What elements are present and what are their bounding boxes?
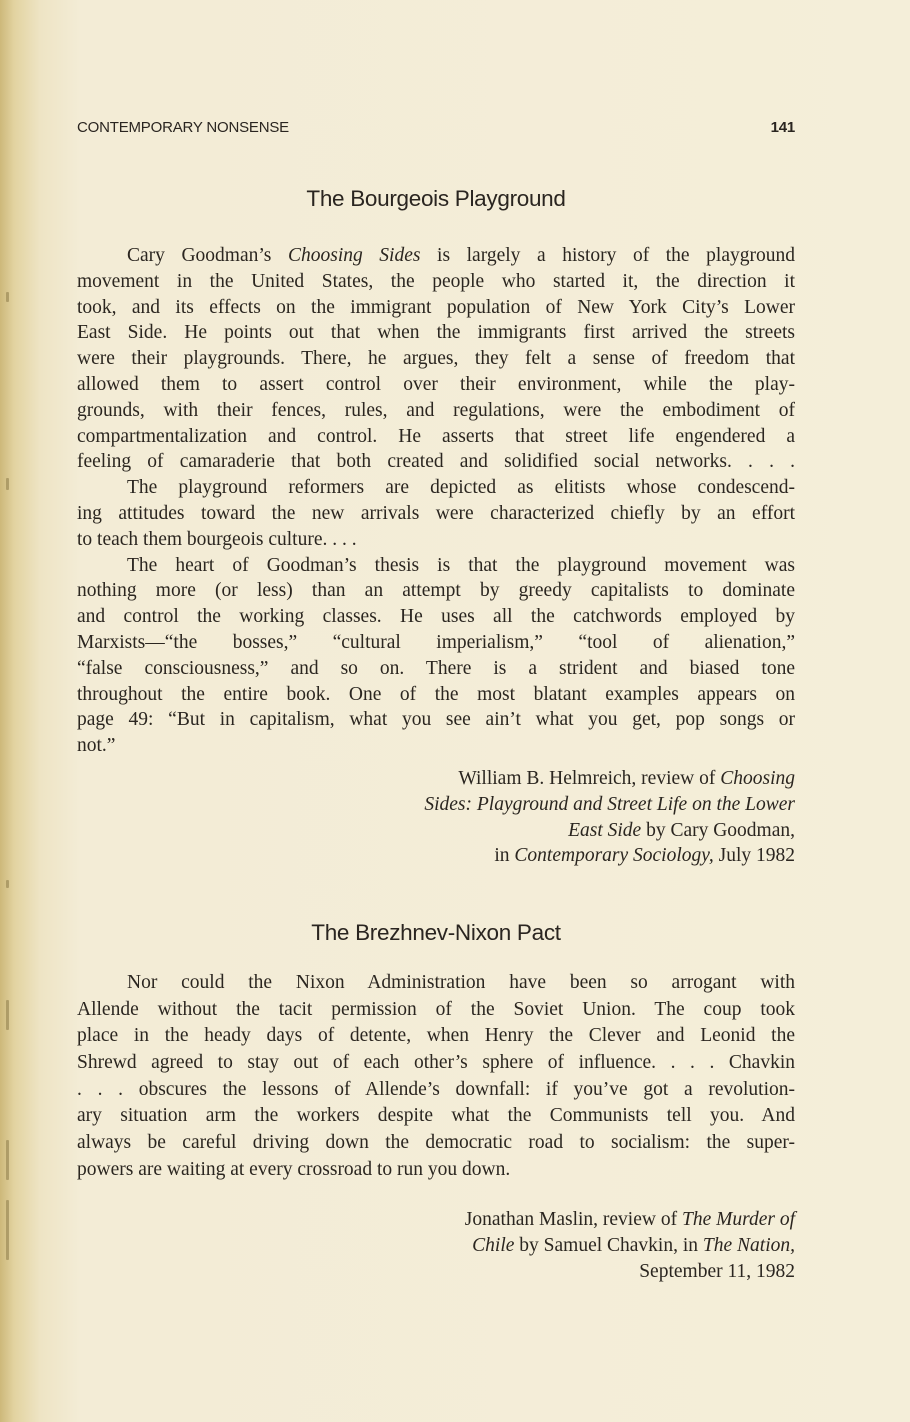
text-segment: The heart of Goodman’s thesis is that the playground movement was [127,554,795,576]
paragraph-line [77,398,795,424]
paragraph-line [77,553,795,579]
text-segment: by Samuel Chavkin, in [514,1234,703,1256]
text-segment: feeling of camaraderie that both created and solidified social networks. . . . [77,451,795,473]
text-segment: July 1982 [713,845,795,867]
text-segment: Shrewd agreed to stay out of each other’s sphere of influence. . . . Chavkin [77,1052,795,1074]
text-segment: September 11, 1982 [639,1260,795,1282]
paragraph-line [77,424,795,450]
attribution-line [77,1259,795,1285]
text-segment: to teach them bourgeois culture. . . . [77,528,357,550]
running-title: CONTEMPORARY NONSENSE [77,119,289,136]
paragraph-line [77,1157,795,1184]
text-segment: by Cary Goodman, [641,819,795,841]
text-segment: movement in the United States, the people who started it, the direction it [77,270,795,292]
text-segment: nothing more (or less) than an attempt by greedy capitalists to dominate [77,580,795,602]
paragraph-line [77,970,795,997]
gutter-mark [6,292,9,302]
italic-title-text: Chile [472,1234,515,1256]
text-segment: . . . obscures the lessons of Allende’s downfall: if you’ve got a revolution- [77,1078,795,1100]
paragraph-line [77,1130,795,1157]
paragraph-line [77,527,795,553]
paragraph-line [77,1023,795,1050]
text-segment: were their playgrounds. There, he argues, they felt a sense of freedom that [77,348,795,370]
text-segment: in [494,845,515,867]
italic-title-text: Contemporary Sociology, [514,845,714,867]
text-segment: grounds, with their fences, rules, and regulations, were the embodiment of [77,399,795,421]
paragraph-line [77,656,795,682]
text-segment: place in the heady days of detente, when Henry the Clever and Leonid the [77,1025,795,1047]
paragraph-line [77,604,795,630]
attribution-line [77,766,795,792]
paragraph-line [77,1103,795,1130]
paragraph-line [77,295,795,321]
text-segment: compartmentalization and control. He asserts that street life engendered a [77,425,795,447]
paragraph-line [77,449,795,475]
italic-title-text: Sides: Playground and Street Life on the Lower [424,793,795,815]
italic-title-text: The Nation, [702,1234,795,1256]
text-segment: ing attitudes toward the new arrivals were characterized chiefly by an effort [77,502,795,524]
gutter-mark [6,1140,9,1180]
text-segment: page 49: “But in capitalism, what you see ain’t what you get, pop songs or [77,709,795,731]
attribution [77,766,795,869]
paragraph-line [77,475,795,501]
attribution-line [77,1207,795,1233]
text-segment: Cary Goodman’s [127,245,288,266]
text-segment: “false consciousness,” and so on. There is a strident and biased tone [77,657,795,679]
text-segment: is largely a history of the playground [420,245,795,266]
section-body [77,243,795,759]
gutter-mark [6,1000,9,1030]
attribution-line [77,1233,795,1259]
italic-title-text: Choosing Sides [287,245,421,266]
paragraph-line [77,1050,795,1077]
italic-title-text: East Side [568,819,642,841]
text-segment: always be careful driving down the democratic road to socialism: the super- [77,1132,795,1154]
paragraph-line [77,707,795,733]
attribution-line [77,792,795,818]
paragraph-line [77,630,795,656]
paragraph-line [77,269,795,295]
paragraph-line [77,578,795,604]
gutter-mark [6,1200,9,1260]
text-segment: took, and its effects on the immigrant population of New York City’s Lower [77,296,795,318]
text-segment: Nor could the Nixon Administration have been so arrogant with [127,972,795,993]
text-segment: East Side. He points out that when the immigrants first arrived the streets [77,322,795,344]
text-segment: Allende without the tacit permission of the Soviet Union. The coup took [77,998,795,1020]
attribution-line [77,843,795,869]
paragraph-line [77,997,795,1024]
text-segment: William B. Helmreich, review of [458,768,721,789]
text-segment: powers are waiting at every crossroad to run you down. [77,1158,511,1180]
paragraph-line [77,372,795,398]
paragraph-line [77,346,795,372]
text-segment: not.” [77,735,116,757]
paragraph-line [77,243,795,269]
paragraph-line [77,320,795,346]
section-body [77,970,795,1184]
text-segment: allowed them to assert control over their environment, while the play- [77,373,795,395]
text-segment: ary situation arm the workers despite what the Communists tell you. And [77,1105,795,1127]
page-number: 141 [770,119,795,136]
attribution-line [77,818,795,844]
section-title: The Bourgeois Playground [306,186,566,211]
running-header [77,119,795,136]
paragraph-line [77,501,795,527]
text-segment: and control the working classes. He uses all the catchwords employed by [77,606,795,628]
paragraph-line [77,733,795,759]
italic-title-text: Choosing [720,768,795,789]
attribution [77,1207,795,1284]
text-segment: Marxists—“the bosses,” “cultural imperialism,” “tool of alienation,” [77,631,795,653]
text-segment: The playground reformers are depicted as elitists whose condescend- [127,477,795,499]
paragraph-line [77,682,795,708]
gutter-mark [6,880,9,888]
gutter-mark [6,478,9,490]
text-segment: Jonathan Maslin, review of [464,1209,682,1230]
paragraph-line [77,1077,795,1104]
italic-title-text: The Murder of [681,1209,795,1230]
section-title: The Brezhnev-Nixon Pact [311,920,561,945]
text-segment: throughout the entire book. One of the most blatant examples appears on [77,683,795,705]
